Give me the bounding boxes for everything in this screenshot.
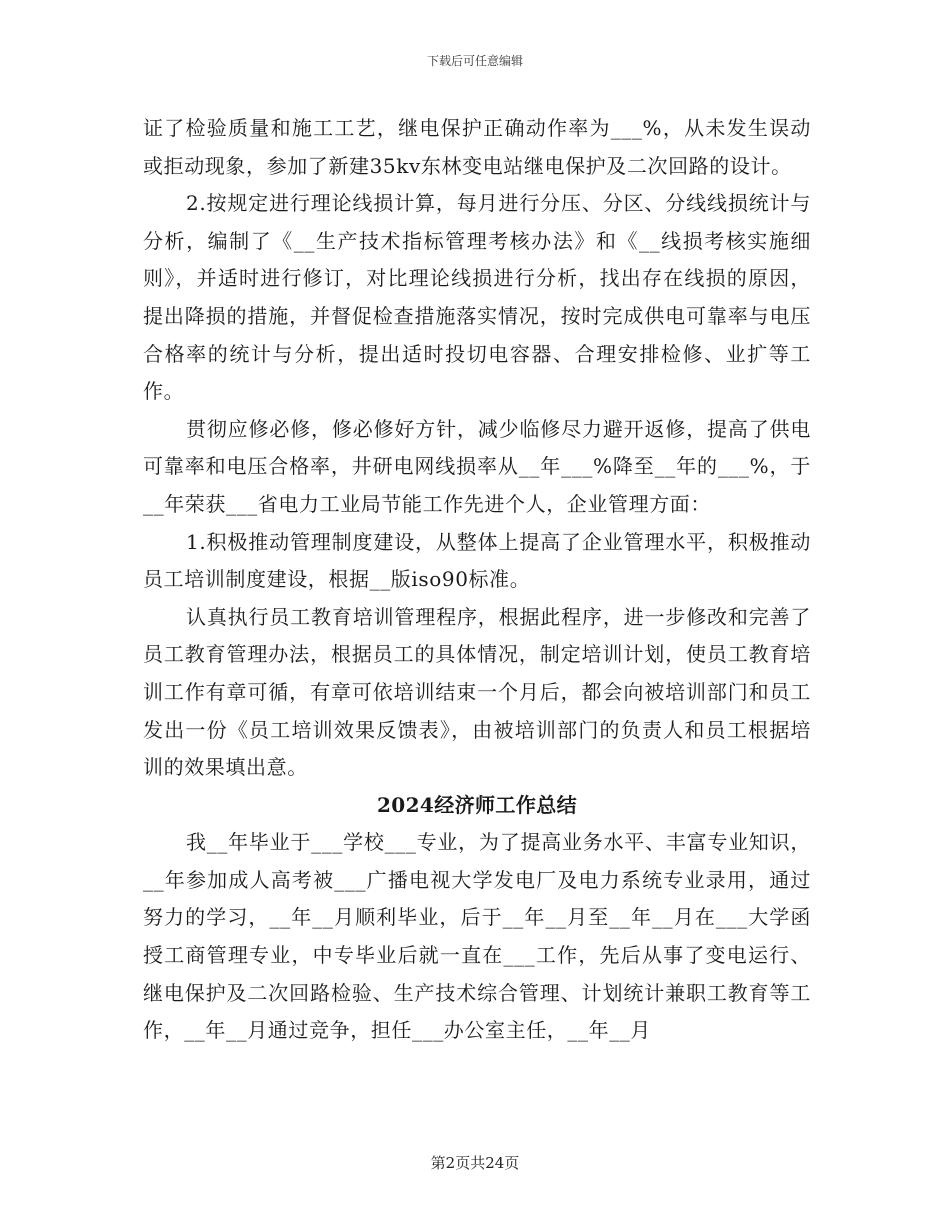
page-footer: 第2页共24页 (430, 1154, 520, 1172)
paragraph-management-system: 1.积极推动管理制度建设，从整体上提高了企业管理水平，积极推动员工培训制度建设，根据__版iso90标准。 (143, 529, 811, 592)
section-title: 2024经济师工作总结 (376, 792, 578, 817)
paragraph-training: 认真执行员工教育培训管理程序，根据此程序，进一步修改和完善了员工教育管理办法，根据员工的具体情况，制定培训计划，使员工教育培训工作有章可循，有章可依培训结束一个月后，都会向被培训部门和员工发出一份《员工培训效果反馈表》，由被培训部门的负责人和员工根据培训的效果填出意。 (143, 604, 811, 780)
paragraph-maintenance: 贯彻应修必修，修必修好方针，减少临修尽力避开返修，提高了供电可靠率和电压合格率，井研电网线损率从__年___%降至__年的___%，于__年荣获___省电力工业局节能工作先进个人，企业管理方面： (143, 416, 811, 516)
page-header: 下载后可任意编辑 (426, 54, 523, 68)
paragraph-line-loss: 2.按规定进行理论线损计算，每月进行分压、分区、分线线损统计与分析，编制了《__生产技术指标管理考核办法》和《__线损考核实施细则》，并适时进行修订，对比理论线损进行分析，找出存在线损的原因，提出降损的措施，并督促检查措施落实情况，按时完成供电可靠率与电压合格率的统计与分析，提出适时投切电容器、合理安排检修、业扩等工作。 (143, 191, 811, 404)
paragraph-work-summary: 我__年毕业于___学校___专业，为了提高业务水平、丰富专业知识，__年参加成人高考被___广播电视大学发电厂及电力系统专业录用，通过努力的学习，__年__月顺利毕业，后于__年__月至__年__月在___大学函授工商管理专业，中专毕业后就一直在___工作，先后从事了变电运行、继电保护及二次回路检验、生产技术综合管理、计划统计兼职工教育等工作，__年__月通过竞争，担任___办公室主任，__年__月 (143, 830, 811, 1043)
paragraph-continuation: 证了检验质量和施工工艺，继电保护正确动作率为___%，从未发生误动或拒动现象，参加了新建35kv东林变电站继电保护及二次回路的设计。 (143, 116, 811, 178)
document-body (143, 110, 811, 1050)
